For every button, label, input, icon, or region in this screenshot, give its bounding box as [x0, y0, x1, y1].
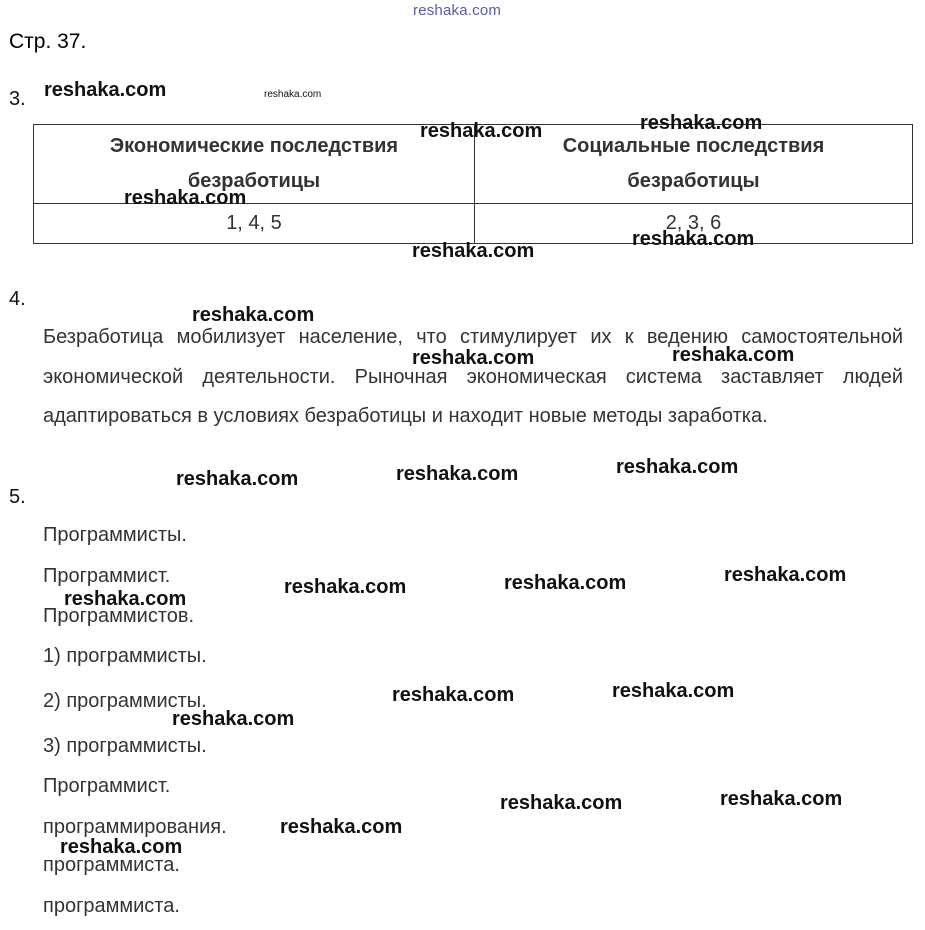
question-4-number: 4. [9, 288, 26, 310]
watermark-text: reshaka.com [396, 463, 519, 485]
answer-line: программиста. [43, 895, 180, 917]
table-cell-social: 2, 3, 6 [475, 204, 913, 244]
answer-line: Программистов. [43, 605, 195, 627]
answer-line: Программист. [43, 775, 171, 797]
header-line: Социальные последствия [562, 135, 825, 157]
answer-line: Программисты. [43, 524, 187, 546]
question-4-answer: Безработица мобилизует население, что стимулирует их к ведению самостоятельной экономической деятельности. Рыночная экономическая система заставляет людей адаптироваться в условиях безработицы и находит новые методы заработка. [43, 326, 903, 427]
answer-line: Программист. [43, 565, 171, 587]
page-title: Стр. 37. [9, 30, 87, 53]
answer-line: программирования. [43, 816, 227, 838]
table-cell-economic: 1, 4, 5 [34, 204, 475, 244]
header-line: Экономические последствия [109, 135, 399, 157]
watermark-text: reshaka.com [420, 120, 543, 142]
watermark-text: reshaka.com [724, 564, 847, 586]
watermark-text: reshaka.com [284, 576, 407, 598]
watermark-text: reshaka.com [672, 344, 795, 366]
watermark-text: reshaka.com [632, 228, 755, 250]
answer-line: 1) программисты. [43, 645, 207, 667]
watermark-text: reshaka.com [616, 456, 739, 478]
question-5-number: 5. [9, 486, 26, 508]
watermark-text: reshaka.com [280, 816, 403, 838]
watermark-text: reshaka.com [60, 836, 183, 858]
table-header-economic [34, 125, 475, 204]
watermark-text: reshaka.com [504, 572, 627, 594]
watermark-text: reshaka.com [124, 187, 247, 209]
watermark-text: reshaka.com [172, 708, 295, 730]
watermark-text-small: reshaka.com [264, 89, 322, 100]
watermark-text: reshaka.com [412, 240, 535, 262]
answer-line: 2) программисты. [43, 690, 207, 712]
header-line: безработицы [187, 170, 321, 192]
watermark-text: reshaka.com [720, 788, 843, 810]
header-line: безработицы [627, 170, 760, 192]
site-watermark-top[interactable]: reshaka.com [413, 2, 502, 19]
answer-line: 3) программисты. [43, 735, 207, 757]
watermark-text: reshaka.com [44, 79, 167, 101]
watermark-text: reshaka.com [392, 684, 515, 706]
watermark-text: reshaka.com [412, 347, 535, 369]
watermark-text: reshaka.com [192, 304, 315, 326]
watermark-text: reshaka.com [640, 112, 763, 134]
question-3-number: 3. [9, 88, 26, 110]
watermark-text: reshaka.com [176, 468, 299, 490]
watermark-text: reshaka.com [500, 792, 623, 814]
watermark-text: reshaka.com [612, 680, 735, 702]
answer-line: программиста. [43, 854, 180, 876]
watermark-text: reshaka.com [64, 588, 187, 610]
